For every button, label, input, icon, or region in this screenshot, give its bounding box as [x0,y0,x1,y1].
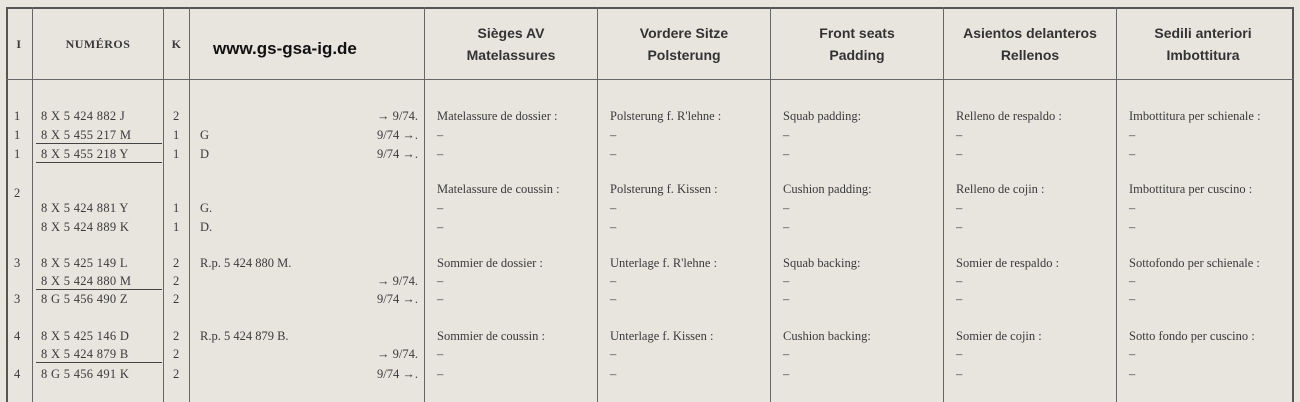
row-it: Sottofondo per schienale : [1129,256,1260,270]
row-de: Unterlage f. R'lehne : [610,256,718,270]
row-en: – [783,292,790,306]
table-row [0,327,1300,345]
row-es: – [956,367,963,381]
row-qty: 1 [173,201,180,215]
row-remark: R.p. 5 424 879 B. [200,329,289,343]
row-en: Squab backing: [783,256,861,270]
table-row [0,180,1300,198]
part-number: 8 G 5 456 490 Z [41,292,128,306]
row-es: Relleno de cojin : [956,182,1045,196]
part-number: 8 X 5 424 881 Y [41,201,129,215]
row-en: – [783,147,790,161]
row-date-arrow: → 9/74. [377,109,418,123]
row-it: – [1129,201,1136,215]
row-de: – [610,147,617,161]
row-remark: G. [200,201,213,215]
part-number: 8 X 5 424 880 M [41,274,132,288]
row-qty: 1 [173,147,180,161]
row-index: 3 [14,292,21,306]
row-it: – [1129,274,1136,288]
row-de: – [610,292,617,306]
row-it: – [1129,367,1136,381]
part-number: 8 X 5 425 149 L [41,256,128,270]
row-date-arrow: 9/74 →. [377,292,418,306]
table-row [0,126,1300,144]
row-qty: 2 [173,292,180,306]
row-fr: Sommier de dossier : [437,256,543,270]
header-numeros: NUMÉROS [65,37,131,51]
part-number: 8 X 5 425 146 D [41,329,130,343]
row-date-arrow: 9/74 →. [377,367,418,381]
row-fr: – [437,220,444,234]
row-fr: – [437,367,444,381]
row-it: – [1129,220,1136,234]
row-en: – [783,274,790,288]
header-k: K [171,37,182,51]
header-en [771,11,943,77]
row-de: Polsterung f. Kissen : [610,182,718,196]
row-it: – [1129,347,1136,361]
table-row [0,107,1300,125]
row-es: Somier de respaldo : [956,256,1060,270]
header-de [598,11,770,77]
group-underline [36,362,162,363]
header-index: I [16,37,22,51]
row-es: – [956,220,963,234]
row-de: – [610,274,617,288]
row-date-arrow: → 9/74. [377,274,418,288]
row-de: – [610,367,617,381]
part-number: 8 X 5 455 218 Y [41,147,129,161]
row-en: Squab padding: [783,109,862,123]
row-fr: – [437,292,444,306]
part-number: 8 G 5 456 491 K [41,367,130,381]
row-it: Imbottitura per cuscino : [1129,182,1253,196]
header-fr-line2: Matelassures [466,47,556,63]
row-es: – [956,201,963,215]
row-fr: – [437,274,444,288]
row-de: – [610,347,617,361]
row-fr: Matelassure de dossier : [437,109,558,123]
row-it: Imbottitura per schienale : [1129,109,1261,123]
row-remark: D [200,147,210,161]
part-number: 8 X 5 424 889 K [41,220,130,234]
row-es: – [956,274,963,288]
row-index: 3 [14,256,21,270]
group-underline [36,289,162,290]
row-fr: Matelassure de coussin : [437,182,560,196]
row-fr: – [437,128,444,142]
row-qty: 2 [173,274,180,288]
group-underline [36,162,162,163]
row-qty: 1 [173,128,180,142]
row-en: – [783,347,790,361]
row-fr: – [437,347,444,361]
row-qty: 2 [173,109,180,123]
header-it [1117,11,1289,77]
row-fr: Sommier de coussin : [437,329,545,343]
row-de: Polsterung f. R'lehne : [610,109,722,123]
table-row [0,218,1300,236]
row-qty: 2 [173,256,180,270]
row-de: Unterlage f. Kissen : [610,329,714,343]
row-date-arrow: → 9/74. [377,347,418,361]
row-index: 1 [14,147,21,161]
row-es: – [956,128,963,142]
header-fr [425,11,597,77]
row-es: – [956,292,963,306]
row-it: Sotto fondo per cuscino : [1129,329,1255,343]
header-en-line1: Front seats [819,25,895,41]
row-es: – [956,347,963,361]
row-index: 1 [14,128,21,142]
part-number: 8 X 5 455 217 M [41,128,132,142]
row-qty: 2 [173,347,180,361]
table-row [0,272,1300,290]
row-qty: 2 [173,367,180,381]
row-en: – [783,220,790,234]
table-row [0,145,1300,163]
table-row [0,254,1300,272]
row-en: Cushion backing: [783,329,871,343]
row-index: 4 [14,367,21,381]
watermark-url: www.gs-gsa-ig.de [213,39,357,58]
row-en: Cushion padding: [783,182,872,196]
header-fr-line1: Sièges AV [477,25,545,41]
header-de-line2: Polsterung [647,47,721,63]
row-date-arrow: 9/74 →. [377,128,418,142]
row-es: Relleno de respaldo : [956,109,1062,123]
table-row [0,365,1300,383]
table-row [0,290,1300,308]
row-remark: G [200,128,210,142]
header-it-line1: Sedili anteriori [1154,25,1252,41]
group-underline [36,143,162,144]
header-rule [6,79,1294,80]
row-qty: 1 [173,220,180,234]
row-es: – [956,147,963,161]
row-de: – [610,220,617,234]
row-date-arrow: 9/74 →. [377,147,418,161]
row-es: Somier de cojin : [956,329,1042,343]
header-en-line2: Padding [829,47,885,63]
row-remark: R.p. 5 424 880 M. [200,256,292,270]
row-en: – [783,128,790,142]
row-it: – [1129,128,1136,142]
header-es-line1: Asientos delanteros [963,25,1097,41]
row-en: – [783,201,790,215]
row-fr: – [437,201,444,215]
table-row [0,199,1300,217]
row-de: – [610,201,617,215]
header-es [944,11,1116,77]
row-index: 2 [14,186,21,200]
table-row [0,345,1300,363]
row-en: – [783,367,790,381]
header-de-line1: Vordere Sitze [639,25,729,41]
row-it: – [1129,292,1136,306]
header-es-line2: Rellenos [1000,47,1060,63]
part-number: 8 X 5 424 882 J [41,109,126,123]
row-qty: 2 [173,329,180,343]
header-it-line2: Imbottitura [1166,47,1240,63]
row-it: – [1129,147,1136,161]
part-number: 8 X 5 424 879 B [41,347,129,361]
row-remark: D. [200,220,213,234]
row-fr: – [437,147,444,161]
row-de: – [610,128,617,142]
row-index: 1 [14,109,21,123]
row-index: 4 [14,329,21,343]
